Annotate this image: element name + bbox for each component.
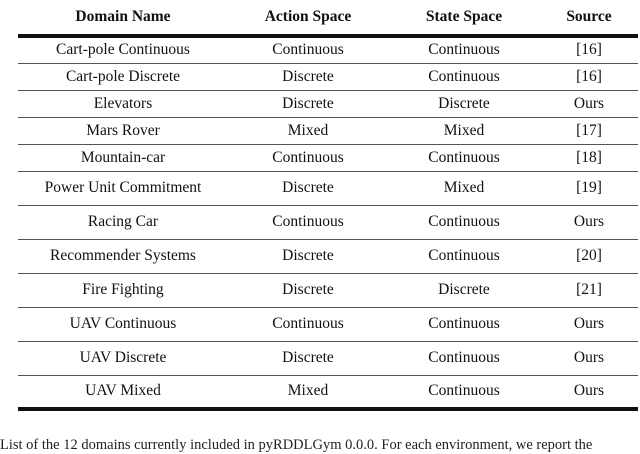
- cell-action-space: Discrete: [282, 349, 334, 366]
- cell-source: [16]: [576, 41, 602, 59]
- cell-source: [21]: [576, 281, 602, 298]
- cell-source: Ours: [573, 349, 605, 366]
- cell-domain-name: UAV Mixed: [85, 382, 161, 400]
- cell-domain-name: Cart-pole Continuous: [56, 41, 190, 59]
- cell-source: [19]: [576, 179, 602, 196]
- cell-state-space: Continuous: [428, 148, 500, 166]
- header-action-space: Action Space: [264, 8, 352, 25]
- cell-state-space: Discrete: [438, 281, 490, 298]
- cell-source: [16]: [576, 67, 602, 85]
- cell-action-space: Mixed: [287, 382, 329, 400]
- cell-action-space: Discrete: [282, 67, 334, 85]
- table-row: [18, 375, 638, 409]
- table-row: [18, 205, 638, 239]
- cell-domain-name: Elevators: [93, 94, 153, 112]
- cell-domain-name: Power Unit Commitment: [44, 179, 202, 196]
- cell-action-space: Discrete: [282, 247, 334, 264]
- cell-state-space: Continuous: [428, 213, 500, 230]
- cell-source: [18]: [576, 148, 602, 166]
- cell-action-space: Continuous: [272, 41, 344, 59]
- cell-state-space: Discrete: [438, 94, 490, 112]
- cell-action-space: Discrete: [282, 179, 334, 196]
- cell-domain-name: Recommender Systems: [50, 247, 196, 264]
- table-row: [18, 341, 638, 375]
- cell-domain-name: Mars Rover: [86, 121, 160, 139]
- table-row: [18, 36, 638, 63]
- table-row: [18, 144, 638, 171]
- cell-source: [17]: [576, 121, 602, 139]
- header-state-space: State Space: [425, 8, 503, 25]
- header-domain-name: Domain Name: [75, 8, 171, 25]
- cell-domain-name: Mountain-car: [80, 148, 166, 166]
- cell-action-space: Discrete: [282, 94, 334, 112]
- cell-action-space: Discrete: [282, 281, 334, 298]
- cell-state-space: Continuous: [428, 247, 500, 264]
- cell-state-space: Continuous: [428, 41, 500, 59]
- cell-domain-name: Cart-pole Discrete: [65, 67, 181, 85]
- cell-source: Ours: [573, 94, 605, 112]
- cell-state-space: Continuous: [428, 349, 500, 366]
- cell-state-space: Continuous: [428, 315, 500, 332]
- header-row: [18, 0, 638, 36]
- table-row: [18, 117, 638, 144]
- table-row: [18, 307, 638, 341]
- cell-action-space: Continuous: [272, 315, 344, 332]
- table-row: [18, 273, 638, 307]
- header-source: Source: [566, 8, 612, 25]
- cell-state-space: Mixed: [443, 179, 485, 196]
- cell-action-space: Mixed: [287, 121, 329, 139]
- cell-source: Ours: [573, 213, 605, 230]
- cell-source: [20]: [576, 247, 602, 264]
- cell-source: Ours: [573, 382, 605, 400]
- table-row: [18, 90, 638, 117]
- table-row: [18, 63, 638, 90]
- cell-action-space: Continuous: [272, 213, 344, 230]
- cell-state-space: Continuous: [428, 382, 500, 400]
- cell-domain-name: Fire Fighting: [82, 281, 164, 298]
- cell-state-space: Mixed: [443, 121, 485, 139]
- cell-domain-name: Racing Car: [87, 213, 159, 230]
- cell-domain-name: UAV Continuous: [69, 315, 177, 332]
- cell-source: Ours: [573, 315, 605, 332]
- cell-action-space: Continuous: [272, 148, 344, 166]
- domains-table-container: [18, 0, 638, 411]
- table-caption: List of the 12 domains currently included in pyRDDLGym 0.0.0. For each environment, we report the: [0, 437, 593, 453]
- table-row: [18, 171, 638, 205]
- table-body: [18, 36, 638, 409]
- table-header: [18, 0, 638, 36]
- domains-table: [18, 0, 638, 411]
- cell-state-space: Continuous: [428, 67, 500, 85]
- table-row: [18, 239, 638, 273]
- cell-domain-name: UAV Discrete: [79, 349, 167, 366]
